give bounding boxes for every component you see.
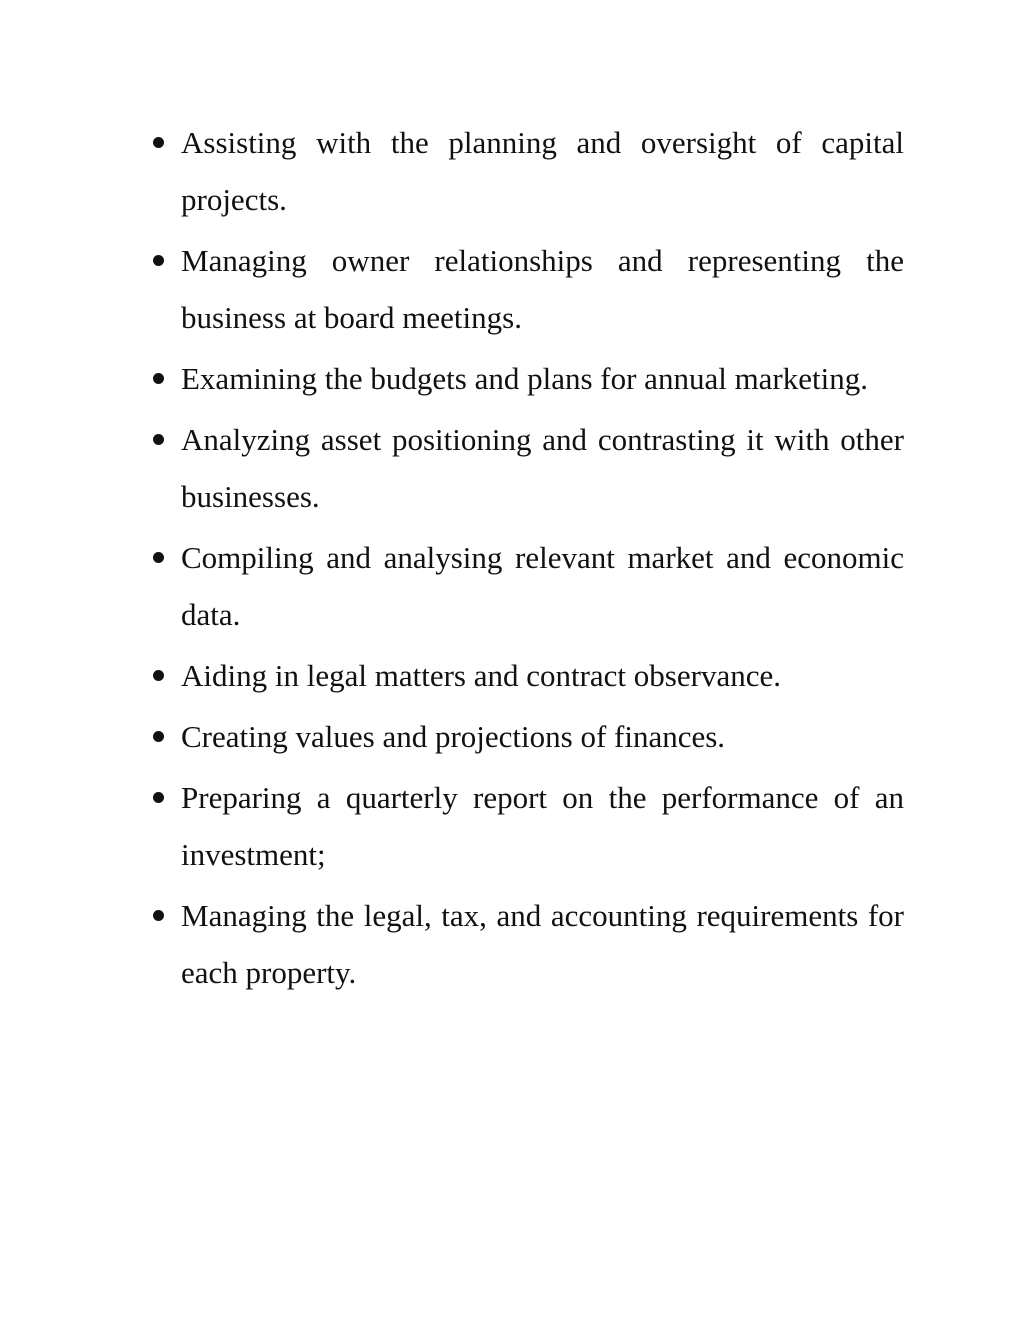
list-item — [150, 647, 904, 704]
list-item-text: Preparing a quarterly report on the performance of an investment; — [181, 780, 904, 872]
list-item — [150, 350, 904, 407]
list-item — [150, 887, 904, 1001]
list-item-text: Examining the budgets and plans for annual marketing. — [181, 361, 868, 396]
list-item-text: Analyzing asset positioning and contrasting it with other businesses. — [181, 422, 904, 514]
list-item-text: Aiding in legal matters and contract observance. — [181, 658, 781, 693]
list-item-text: Compiling and analysing relevant market and economic data. — [181, 540, 904, 632]
bullet-icon — [153, 910, 164, 921]
bullet-icon — [153, 792, 164, 803]
bullet-icon — [153, 552, 164, 563]
list-item — [150, 769, 904, 883]
list-item — [150, 114, 904, 228]
list-item — [150, 232, 904, 346]
list-item — [150, 411, 904, 525]
list-item — [150, 708, 904, 765]
list-item — [150, 529, 904, 643]
bullet-icon — [153, 255, 164, 266]
list-item-text: Managing owner relationships and representing the business at board meetings. — [181, 243, 904, 335]
responsibilities-bullet-list — [150, 114, 904, 1005]
bullet-icon — [153, 731, 164, 742]
bullet-icon — [153, 373, 164, 384]
bullet-icon — [153, 670, 164, 681]
list-item-text: Creating values and projections of finances. — [181, 719, 726, 754]
list-item-text: Assisting with the planning and oversight of capital projects. — [181, 125, 904, 217]
bullet-icon — [153, 137, 164, 148]
bullet-icon — [153, 434, 164, 445]
list-item-text: Managing the legal, tax, and accounting requirements for each property. — [181, 898, 904, 990]
